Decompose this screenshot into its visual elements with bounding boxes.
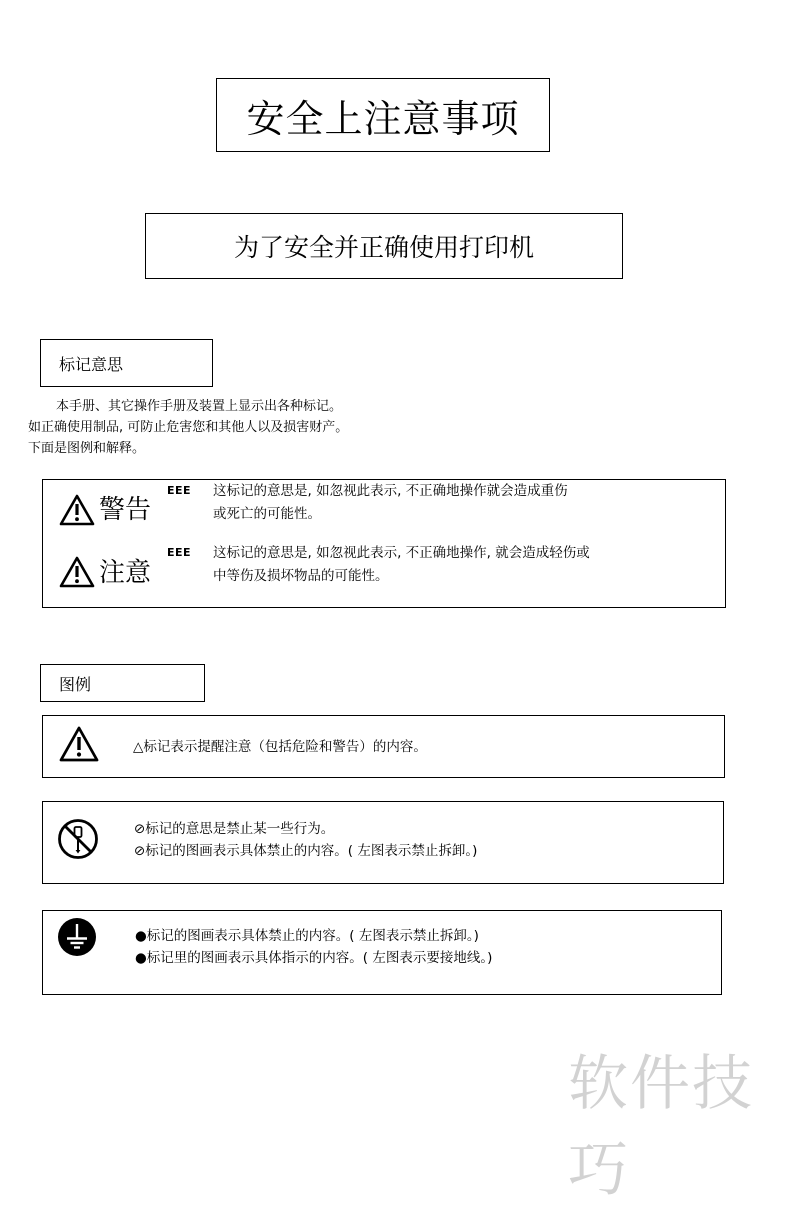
page-title: 安全上注意事项 <box>246 96 520 141</box>
no-disassembly-icon <box>57 818 99 860</box>
warning-triangle-icon <box>59 726 99 762</box>
intro-line: 如正确使用制品, 可防止危害您和其他人以及损害财产。 <box>28 420 349 435</box>
warning-triangle-icon <box>59 494 95 526</box>
legend-section-label: 图例 <box>40 664 205 702</box>
ground-icon <box>57 917 97 957</box>
marks-section-label: 标记意思 <box>40 339 213 387</box>
legend-example-prohibit <box>42 801 724 884</box>
caution-description: 这标记的意思是, 如忽视此表示, 不正确地操作, 就会造成轻伤或 中等伤及损坏物品的可能性。 <box>213 545 590 584</box>
warning-description: 这标记的意思是, 如忽视此表示, 不正确地操作就会造成重伤 或死亡的可能性。 <box>213 483 568 522</box>
page-subtitle-box <box>145 213 623 279</box>
legend-example-warning <box>42 715 725 778</box>
caution-triangle-icon <box>59 556 95 588</box>
watermark: 软件技巧 <box>568 1049 754 1205</box>
legend-example-warning-text: △标记表示提醒注意（包括危险和警告）的内容。 <box>133 739 427 755</box>
warning-code: EEE <box>167 484 192 497</box>
page-title-box <box>216 78 550 152</box>
legend-example-instruction <box>42 910 722 995</box>
legend-example-instruction-text: ●标记的图画表示具体禁止的内容。( 左图表示禁止拆卸。) ●标记里的图画表示具体指示的内容。( 左图表示要接地线。) <box>135 928 493 966</box>
page-subtitle: 为了安全并正确使用打印机 <box>233 233 534 262</box>
intro-line: 下面是图例和解释。 <box>28 441 146 456</box>
caution-code: EEE <box>167 546 192 559</box>
legend-example-prohibit-text: ⊘标记的意思是禁止某一些行为。 ⊘标记的图画表示具体禁止的内容。( 左图表示禁止拆卸。) <box>134 821 478 859</box>
marks-intro <box>28 396 348 459</box>
signal-words-panel <box>42 479 726 608</box>
warning-label: 警告 <box>99 495 152 525</box>
intro-line: 本手册、其它操作手册及装置上显示出各种标记。 <box>56 399 343 414</box>
caution-label: 注意 <box>99 558 152 588</box>
